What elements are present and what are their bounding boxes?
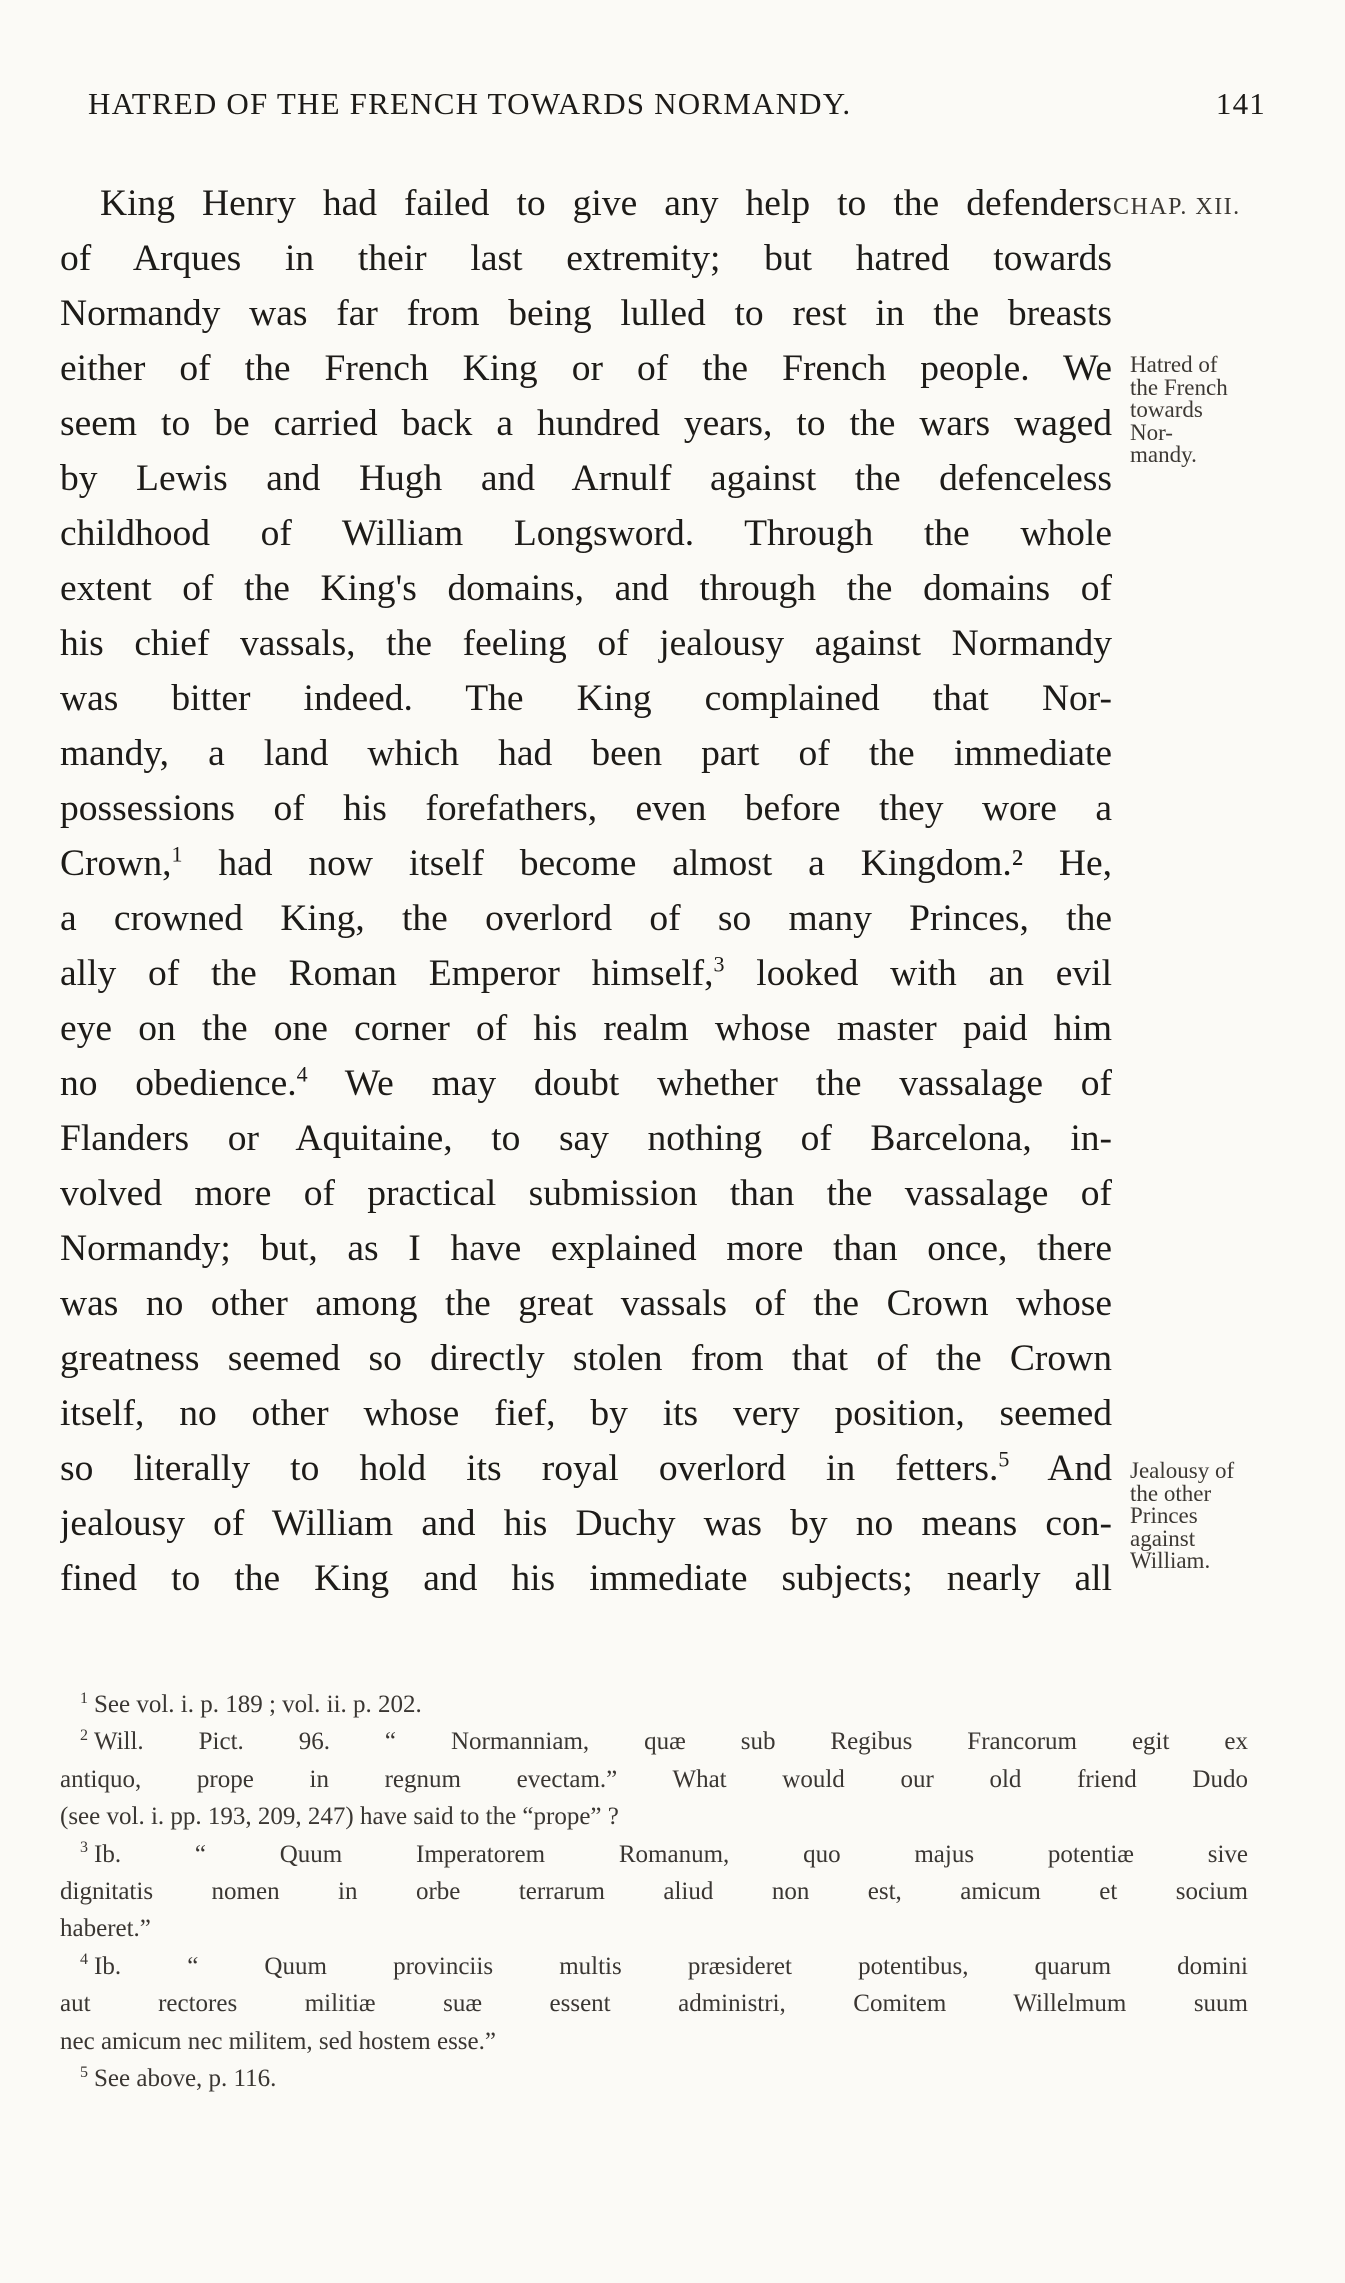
text-line-content: his chief vassals, the feeling of jealousy against Normandy (60, 623, 1112, 664)
text-line-content: seem to be carried back a hundred years, to the wars waged (60, 403, 1112, 444)
sidenote-line: mandy. (1130, 442, 1197, 467)
text-line (60, 1056, 1112, 1111)
text-line-content: was bitter indeed. The King complained that Nor- (60, 678, 1112, 719)
footnote-marker: 3 (713, 951, 725, 977)
text-line (60, 176, 1112, 231)
text-line-content: no obedience. (60, 1063, 297, 1104)
text-line (60, 341, 1112, 396)
text-line (60, 781, 1112, 836)
text-line-content: ally of the Roman Emperor himself, (60, 953, 714, 994)
page-title: HATRED OF THE FRENCH TOWARDS NORMANDY. (88, 86, 852, 121)
text-line-content: childhood of William Longsword. Through the whole (60, 513, 1112, 554)
text-line-content: fined to the King and his immediate subjects; nearly all (60, 1558, 1112, 1599)
footnote-text: Ib. “ Quum provinciis multis præsideret potentibus, quarum domini (94, 1952, 1248, 1980)
text-line (60, 1111, 1112, 1166)
footnote-line (60, 1836, 1248, 1873)
text-line (60, 1276, 1112, 1331)
text-line-content: so literally to hold its royal overlord in fetters. (60, 1448, 999, 1489)
text-line-content: King Henry had failed to give any help to the defenders (100, 183, 1112, 224)
text-line (60, 1386, 1112, 1441)
text-line (60, 396, 1112, 451)
footnote-line (60, 1985, 1248, 2022)
text-line-content: Flanders or Aquitaine, to say nothing of Barcelona, in- (60, 1118, 1112, 1159)
footnote-number: 1 (80, 1689, 88, 1707)
footnote-text: aut rectores militiæ suæ essent administri, Comitem Willelmum suum (60, 1990, 1248, 2018)
text-line (60, 1001, 1112, 1056)
footnote-line (60, 1686, 1248, 1723)
text-line-content: by Lewis and Hugh and Arnulf against the defenceless (60, 458, 1112, 499)
sidenote-line: against (1130, 1525, 1196, 1551)
footnote-marker: 1 (171, 841, 183, 867)
footnote-text: nec amicum nec militem, sed hostem esse.” (60, 2027, 496, 2055)
footnote-text: See above, p. 116. (94, 2064, 277, 2092)
footnote-line (60, 1798, 1248, 1835)
text-line (60, 1551, 1112, 1606)
text-line-content: volved more of practical submission than the vassalage of (60, 1173, 1112, 1214)
footnote-line (60, 2060, 1248, 2097)
footnote-line (60, 1761, 1248, 1798)
text-line (60, 1496, 1112, 1551)
text-line-tail: We may doubt whether the vassalage of (307, 1063, 1112, 1104)
text-line (60, 726, 1112, 781)
text-line-content: jealousy of William and his Duchy was by no means con- (60, 1503, 1112, 1544)
chapter-sidenote: CHAP. XII. (1113, 194, 1241, 220)
page-number: 141 (1215, 86, 1266, 121)
text-line (60, 946, 1112, 1001)
text-line-content: Normandy was far from being lulled to rest in the breasts (60, 293, 1112, 334)
text-line-content: extent of the King's domains, and through the domains of (60, 568, 1112, 609)
footnote-line (60, 1910, 1248, 1947)
sidenote-line: Princes (1130, 1503, 1198, 1528)
footnote-text: Will. Pict. 96. “ Normanniam, quæ sub Regibus Francorum egit ex (94, 1728, 1248, 1756)
sidenote-line: Hatred of (1130, 352, 1218, 377)
footnote-number: 2 (80, 1727, 88, 1745)
sidenote-hatred (1130, 354, 1228, 467)
footnote-text: haberet.” (60, 1915, 151, 1943)
sidenote-line: towards (1130, 397, 1203, 422)
footnote-text: Ib. “ Quum Imperatorem Romanum, quo majus potentiæ sive (94, 1840, 1248, 1868)
footnote-line (60, 1948, 1248, 1985)
text-line (60, 1331, 1112, 1386)
body-text (60, 176, 1112, 1606)
footnote-line (60, 1873, 1248, 1910)
text-line-tail: And (1009, 1448, 1112, 1489)
text-line (60, 836, 1112, 891)
footnote-line (60, 2023, 1248, 2060)
text-line (60, 231, 1112, 286)
sidenote-line: Nor- (1130, 419, 1173, 445)
footnote-text: See vol. i. p. 189 ; vol. ii. p. 202. (94, 1691, 422, 1718)
text-line-content: was no other among the great vassals of the Crown whose (60, 1283, 1112, 1324)
sidenote-line: Jealousy of (1130, 1458, 1235, 1483)
text-line-content: itself, no other whose fief, by its very position, seemed (60, 1393, 1112, 1434)
text-line (60, 506, 1112, 561)
sidenote-line: William. (1130, 1548, 1211, 1573)
footnotes (60, 1686, 1248, 2097)
footnote-text: antiquo, prope in regnum evectam.” What would our old friend Dudo (60, 1765, 1248, 1793)
text-line (60, 286, 1112, 341)
footnote-marker: 4 (296, 1061, 308, 1087)
text-line-content: of Arques in their last extremity; but hatred towards (60, 238, 1112, 279)
footnote-text: dignitatis nomen in orbe terrarum aliud non est, amicum et socium (60, 1877, 1248, 1905)
text-line-content: Normandy; but, as I have explained more than once, there (60, 1228, 1112, 1269)
footnote-line (60, 1723, 1248, 1760)
text-line (60, 891, 1112, 946)
sidenote-jealousy (1130, 1460, 1234, 1573)
text-line-content: Crown, (60, 843, 172, 884)
text-line (60, 1441, 1112, 1496)
text-line (60, 616, 1112, 671)
text-line (60, 451, 1112, 506)
text-line-content: a crowned King, the overlord of so many Princes, the (60, 898, 1112, 939)
text-line (60, 671, 1112, 726)
text-line-content: either of the French King or of the French people. We (60, 348, 1112, 389)
sidenote-line: the French (1130, 374, 1228, 400)
text-line (60, 1166, 1112, 1221)
text-line (60, 1221, 1112, 1276)
footnote-number: 5 (80, 2063, 88, 2081)
text-line-content: possessions of his forefathers, even before they wore a (60, 788, 1112, 829)
text-line (60, 561, 1112, 616)
sidenote-line: the other (1130, 1480, 1212, 1506)
footnote-number: 4 (80, 1951, 88, 1969)
text-line-content: mandy, a land which had been part of the immediate (60, 733, 1112, 774)
footnote-text: (see vol. i. pp. 193, 209, 247) have said to the “prope” ? (60, 1803, 619, 1831)
text-line-content: greatness seemed so directly stolen from that of the Crown (60, 1338, 1112, 1379)
text-line-content: eye on the one corner of his realm whose master paid him (60, 1008, 1112, 1049)
footnote-marker: 5 (998, 1446, 1010, 1472)
text-line-tail: had now itself become almost a Kingdom.² He, (182, 843, 1112, 884)
footnote-number: 3 (80, 1839, 88, 1857)
text-line-tail: looked with an evil (724, 953, 1112, 994)
